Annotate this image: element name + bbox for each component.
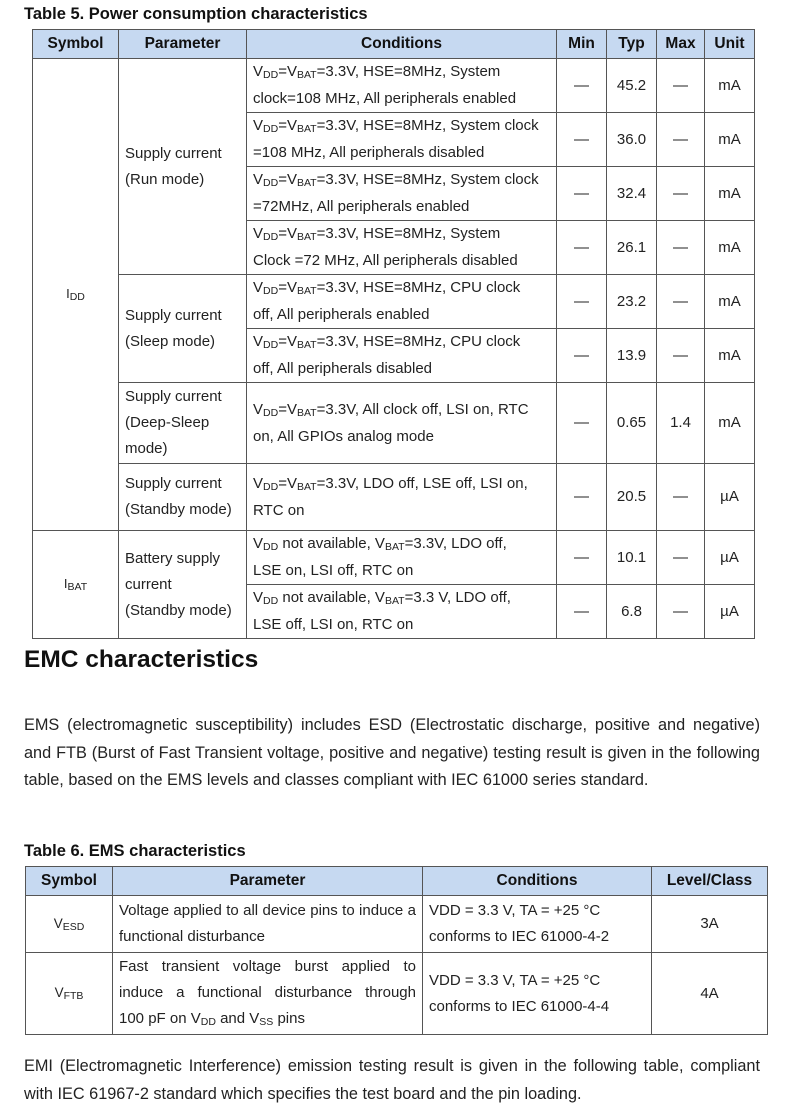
condition-cell: VDD=VBAT=3.3V, HSE=8MHz, CPU clock off, All peripherals disabled	[247, 329, 557, 383]
max-value: —	[657, 531, 705, 585]
emi-paragraph: EMI (Electromagnetic Interference) emission testing result is given in the following table, compliant with IEC 61967-2 standard which specifies the test board and the pin loading.	[24, 1057, 760, 1103]
header-typ: Typ	[607, 30, 657, 59]
condition-cell: VDD=VBAT=3.3V, HSE=8MHz, CPU clock off, All peripherals enabled	[247, 275, 557, 329]
header-conditions: Conditions	[423, 867, 652, 896]
header-symbol: Symbol	[26, 867, 113, 896]
condition-cell: VDD=VBAT=3.3V, HSE=8MHz, System Clock =72 MHz, All peripherals disabled	[247, 221, 557, 275]
table-row	[33, 464, 755, 531]
table6-header-row	[26, 867, 768, 896]
symbol-vftb: VFTB	[26, 953, 113, 1035]
min-value: —	[557, 221, 607, 275]
table5-caption: Table 5. Power consumption characteristics	[24, 5, 368, 23]
condition-cell: VDD = 3.3 V, TA = +25 °C conforms to IEC 61000-4-2	[423, 896, 652, 953]
typ-value: 13.9	[607, 329, 657, 383]
unit-value: µA	[705, 585, 755, 639]
max-value: —	[657, 113, 705, 167]
param-standby: Supply current (Standby mode)	[119, 464, 247, 531]
parameter-cell: Fast transient voltage burst applied to induce a functional disturbance through 100 pF on VDD and VSS pins	[113, 953, 423, 1035]
header-max: Max	[657, 30, 705, 59]
condition-cell: VDD=VBAT=3.3V, All clock off, LSI on, RTC on, All GPIOs analog mode	[247, 383, 557, 464]
typ-value: 0.65	[607, 383, 657, 464]
min-value: —	[557, 275, 607, 329]
table6-caption: Table 6. EMS characteristics	[24, 842, 246, 860]
symbol-ibat: IBAT	[33, 531, 119, 639]
unit-value: mA	[705, 221, 755, 275]
max-value: —	[657, 275, 705, 329]
condition-cell: VDD=VBAT=3.3V, HSE=8MHz, System clock =72MHz, All peripherals enabled	[247, 167, 557, 221]
min-value: —	[557, 531, 607, 585]
min-value: —	[557, 383, 607, 464]
level-class-value: 3A	[652, 896, 768, 953]
min-value: —	[557, 59, 607, 113]
table-row	[33, 275, 755, 329]
level-class-value: 4A	[652, 953, 768, 1035]
min-value: —	[557, 329, 607, 383]
table-row	[33, 59, 755, 113]
unit-value: mA	[705, 275, 755, 329]
unit-value: mA	[705, 167, 755, 221]
max-value: 1.4	[657, 383, 705, 464]
condition-cell: VDD=VBAT=3.3V, LDO off, LSE off, LSI on, RTC on	[247, 464, 557, 531]
max-value: —	[657, 221, 705, 275]
header-symbol: Symbol	[33, 30, 119, 59]
power-consumption-table	[32, 29, 755, 639]
unit-value: mA	[705, 113, 755, 167]
ems-paragraph: EMS (electromagnetic susceptibility) includes ESD (Electrostatic discharge, positive and negative) and FTB (Burst of Fast Transient voltage, positive and negative) testing result is given in the following table, based on the EMS levels and classes compliant with IEC 61000 series standard.	[24, 716, 760, 789]
header-parameter: Parameter	[113, 867, 423, 896]
typ-value: 20.5	[607, 464, 657, 531]
table-row	[26, 896, 768, 953]
header-level-class: Level/Class	[652, 867, 768, 896]
header-parameter: Parameter	[119, 30, 247, 59]
typ-value: 6.8	[607, 585, 657, 639]
emc-heading: EMC characteristics	[24, 646, 259, 673]
param-sleep-mode: Supply current (Sleep mode)	[119, 275, 247, 383]
parameter-cell: Voltage applied to all device pins to induce a functional disturbance	[113, 896, 423, 953]
max-value: —	[657, 585, 705, 639]
ems-table	[25, 866, 768, 1035]
typ-value: 36.0	[607, 113, 657, 167]
typ-value: 10.1	[607, 531, 657, 585]
unit-value: mA	[705, 329, 755, 383]
unit-value: mA	[705, 59, 755, 113]
condition-cell: VDD not available, VBAT=3.3V, LDO off, LSE on, LSI off, RTC on	[247, 531, 557, 585]
min-value: —	[557, 113, 607, 167]
table5-header-row	[33, 30, 755, 59]
unit-value: µA	[705, 531, 755, 585]
condition-cell: VDD = 3.3 V, TA = +25 °C conforms to IEC 61000-4-4	[423, 953, 652, 1035]
table-row	[33, 383, 755, 464]
unit-value: mA	[705, 383, 755, 464]
max-value: —	[657, 59, 705, 113]
max-value: —	[657, 167, 705, 221]
table-row	[26, 953, 768, 1035]
condition-cell: VDD not available, VBAT=3.3 V, LDO off, LSE off, LSI on, RTC on	[247, 585, 557, 639]
symbol-vesd: VESD	[26, 896, 113, 953]
min-value: —	[557, 585, 607, 639]
typ-value: 23.2	[607, 275, 657, 329]
unit-value: µA	[705, 464, 755, 531]
header-unit: Unit	[705, 30, 755, 59]
typ-value: 45.2	[607, 59, 657, 113]
param-run-mode: Supply current (Run mode)	[119, 59, 247, 275]
symbol-idd: IDD	[33, 59, 119, 531]
typ-value: 32.4	[607, 167, 657, 221]
typ-value: 26.1	[607, 221, 657, 275]
header-min: Min	[557, 30, 607, 59]
max-value: —	[657, 464, 705, 531]
min-value: —	[557, 464, 607, 531]
param-deep-sleep: Supply current (Deep-Sleep mode)	[119, 383, 247, 464]
condition-cell: VDD=VBAT=3.3V, HSE=8MHz, System clock =108 MHz, All peripherals disabled	[247, 113, 557, 167]
max-value: —	[657, 329, 705, 383]
condition-cell: VDD=VBAT=3.3V, HSE=8MHz, System clock=108 MHz, All peripherals enabled	[247, 59, 557, 113]
table-row	[33, 531, 755, 585]
param-battery-supply: Battery supply current (Standby mode)	[119, 531, 247, 639]
min-value: —	[557, 167, 607, 221]
header-conditions: Conditions	[247, 30, 557, 59]
